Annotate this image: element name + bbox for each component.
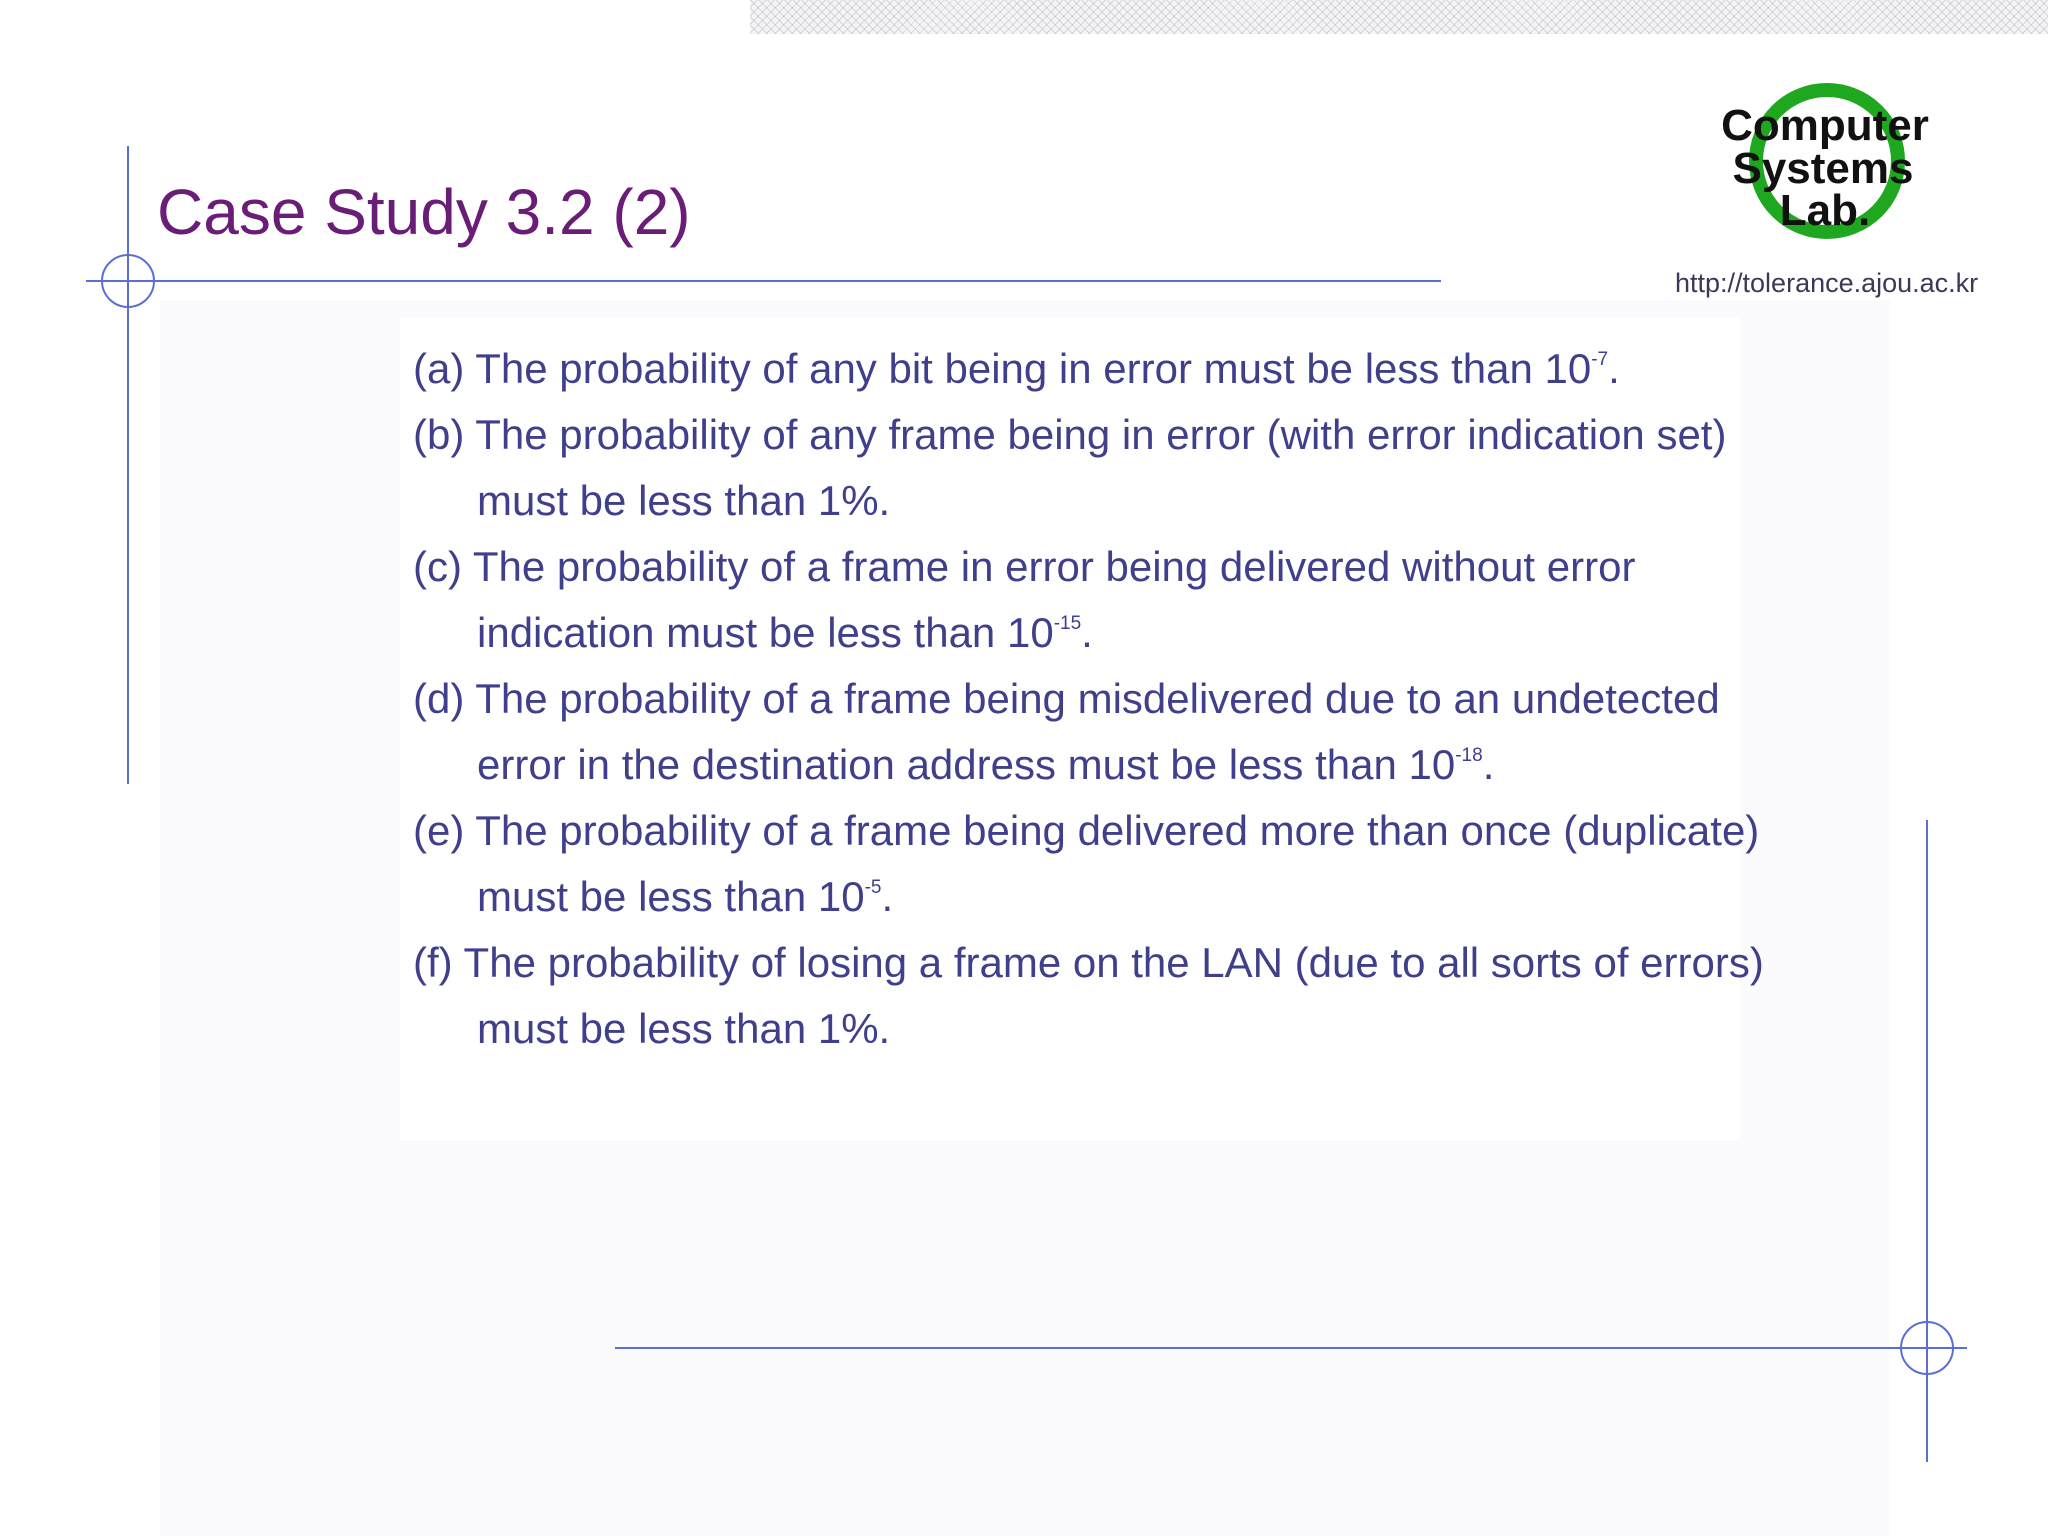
bottom-rule [615, 1347, 1967, 1349]
list-item [413, 534, 1773, 666]
computer-systems-lab-logo [1700, 78, 1950, 258]
left-vertical-rule [127, 146, 129, 784]
list-item [413, 798, 1773, 930]
item-text: (c) The probability of a frame in error being delivered without error indication must be less than 10 [413, 543, 1636, 656]
item-text: (a) The probability of any bit being in error must be less than 10 [413, 345, 1592, 392]
item-exponent: -18 [1455, 745, 1483, 766]
item-exponent: -7 [1591, 349, 1609, 370]
logo-line-1: Computer [1721, 101, 1929, 150]
lab-url: http://tolerance.ajou.ac.kr [1675, 268, 1979, 298]
list-item [413, 666, 1773, 798]
logo-line-2: Systems [1732, 144, 1914, 193]
logo-line-3: Lab. [1779, 186, 1871, 235]
list-item [413, 930, 1773, 1062]
crosshair-circle-bottom-right [1900, 1321, 1954, 1375]
crosshair-circle-top-left [101, 254, 155, 308]
requirements-list [413, 336, 1773, 1062]
title-underline-rule [86, 280, 1441, 282]
item-suffix: . [1081, 609, 1093, 656]
item-suffix: . [881, 873, 894, 920]
item-text: (d) The probability of a frame being misdelivered due to an undetected error in the destination address must be less than 10 [413, 675, 1720, 788]
item-text: (f) The probability of losing a frame on the LAN (due to all sorts of errors) must be less than 1%. [413, 939, 1764, 1052]
item-text: (e) The probability of a frame being delivered more than once (duplicate) must be less than 10 [413, 807, 1760, 920]
item-suffix: . [1608, 345, 1620, 392]
decorative-pattern-band [750, 0, 2048, 34]
item-suffix: . [1482, 741, 1495, 788]
item-exponent: -5 [864, 877, 882, 898]
list-item [413, 402, 1773, 534]
item-exponent: -15 [1053, 613, 1082, 634]
item-text: (b) The probability of any frame being in error (with error indication set) must be less than 1%. [413, 411, 1727, 524]
list-item [413, 336, 1773, 402]
slide-title: Case Study 3.2 (2) [157, 176, 691, 248]
